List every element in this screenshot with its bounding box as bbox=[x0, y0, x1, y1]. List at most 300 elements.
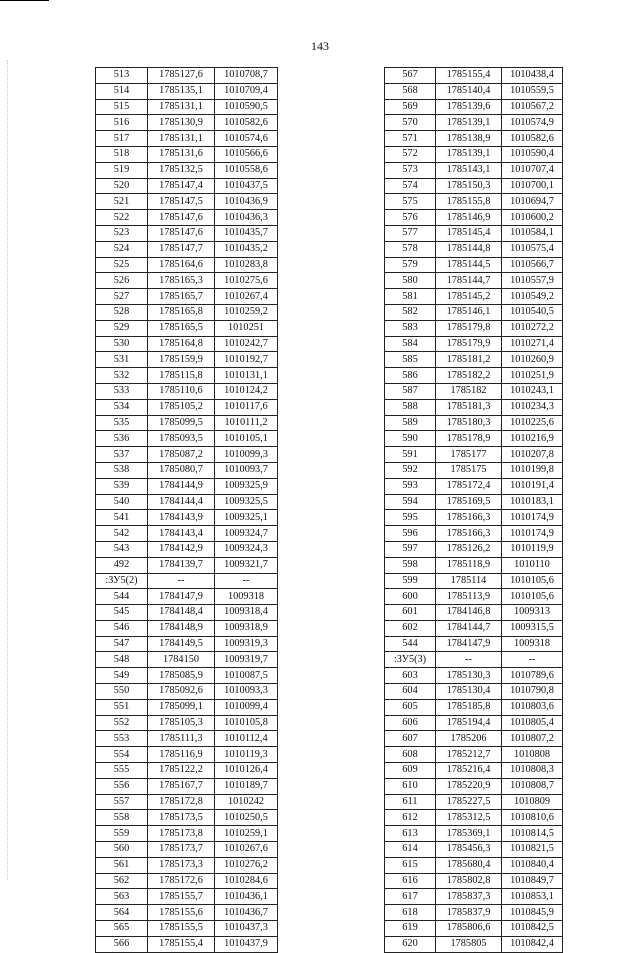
point-number-cell: 536 bbox=[96, 431, 148, 447]
point-number-cell: 492 bbox=[96, 557, 148, 573]
y-coordinate-cell: 1010590,5 bbox=[215, 99, 278, 115]
point-number-cell: 558 bbox=[96, 810, 148, 826]
point-number-cell: 523 bbox=[96, 225, 148, 241]
x-coordinate-cell: 1785147,6 bbox=[148, 210, 215, 226]
y-coordinate-cell: 1010708,7 bbox=[215, 68, 278, 84]
y-coordinate-cell: 1009318 bbox=[215, 589, 278, 605]
point-number-cell: 547 bbox=[96, 636, 148, 652]
table-row bbox=[96, 257, 278, 273]
table-row bbox=[385, 478, 563, 494]
point-number-cell: 552 bbox=[96, 715, 148, 731]
table-row bbox=[96, 526, 278, 542]
table-row bbox=[385, 905, 563, 921]
x-coordinate-cell: 1785111,3 bbox=[148, 731, 215, 747]
table-row bbox=[385, 526, 563, 542]
table-row bbox=[385, 162, 563, 178]
point-number-cell: 568 bbox=[385, 83, 436, 99]
point-number-cell: 578 bbox=[385, 241, 436, 257]
y-coordinate-cell: 1010582,6 bbox=[215, 115, 278, 131]
table-row bbox=[96, 842, 278, 858]
y-coordinate-cell: 1010808 bbox=[502, 747, 563, 763]
point-number-cell: 517 bbox=[96, 131, 148, 147]
table-row bbox=[96, 684, 278, 700]
table-row bbox=[385, 194, 563, 210]
point-number-cell: 563 bbox=[96, 889, 148, 905]
table-row bbox=[96, 352, 278, 368]
table-row bbox=[385, 763, 563, 779]
y-coordinate-cell: 1010574,9 bbox=[502, 115, 563, 131]
table-row bbox=[96, 668, 278, 684]
x-coordinate-cell: 1785146,1 bbox=[436, 304, 502, 320]
table-row bbox=[385, 273, 563, 289]
x-coordinate-cell: 1785175 bbox=[436, 462, 502, 478]
y-coordinate-cell: 1010259,2 bbox=[215, 304, 278, 320]
table-row bbox=[385, 399, 563, 415]
x-coordinate-cell: 1784144,9 bbox=[148, 478, 215, 494]
x-coordinate-cell: 1785155,4 bbox=[436, 68, 502, 84]
x-coordinate-cell: 1785155,5 bbox=[148, 921, 215, 937]
table-row bbox=[385, 304, 563, 320]
x-coordinate-cell: 1784143,9 bbox=[148, 510, 215, 526]
table-row bbox=[96, 304, 278, 320]
y-coordinate-cell: 1010789,6 bbox=[502, 668, 563, 684]
y-coordinate-cell: 1010436,9 bbox=[215, 194, 278, 210]
table-row bbox=[385, 699, 563, 715]
y-coordinate-cell: 1010199,8 bbox=[502, 462, 563, 478]
x-coordinate-cell: 1785115,8 bbox=[148, 368, 215, 384]
table-row bbox=[96, 399, 278, 415]
y-coordinate-cell: 1010558,6 bbox=[215, 162, 278, 178]
x-coordinate-cell: 1785155,7 bbox=[148, 889, 215, 905]
y-coordinate-cell: 1009319,7 bbox=[215, 652, 278, 668]
table-row bbox=[96, 273, 278, 289]
y-coordinate-cell: 1010557,9 bbox=[502, 273, 563, 289]
table-row bbox=[385, 320, 563, 336]
x-coordinate-cell: 1785145,4 bbox=[436, 225, 502, 241]
x-coordinate-cell: 1785116,9 bbox=[148, 747, 215, 763]
x-coordinate-cell: 1785085,9 bbox=[148, 668, 215, 684]
y-coordinate-cell: 1010821,5 bbox=[502, 842, 563, 858]
x-coordinate-cell: 1785173,7 bbox=[148, 842, 215, 858]
x-coordinate-cell: 1785206 bbox=[436, 731, 502, 747]
y-coordinate-cell: -- bbox=[215, 573, 278, 589]
table-row bbox=[96, 241, 278, 257]
y-coordinate-cell: 1010437,5 bbox=[215, 178, 278, 194]
y-coordinate-cell: 1010267,6 bbox=[215, 842, 278, 858]
y-coordinate-cell: 1010124,2 bbox=[215, 383, 278, 399]
x-coordinate-cell: -- bbox=[148, 573, 215, 589]
point-number-cell: 585 bbox=[385, 352, 436, 368]
y-coordinate-cell: 1010189,7 bbox=[215, 778, 278, 794]
x-coordinate-cell: 1785181,3 bbox=[436, 399, 502, 415]
x-coordinate-cell: 1785147,5 bbox=[148, 194, 215, 210]
table-row bbox=[385, 352, 563, 368]
table-row bbox=[385, 68, 563, 84]
x-coordinate-cell: 1785178,9 bbox=[436, 431, 502, 447]
point-number-cell: 541 bbox=[96, 510, 148, 526]
x-coordinate-cell: 1785164,8 bbox=[148, 336, 215, 352]
table-row bbox=[385, 225, 563, 241]
table-row bbox=[385, 573, 563, 589]
y-coordinate-cell: 1010243,1 bbox=[502, 383, 563, 399]
y-coordinate-cell: 1010709,4 bbox=[215, 83, 278, 99]
point-number-cell: 580 bbox=[385, 273, 436, 289]
point-number-cell: 515 bbox=[96, 99, 148, 115]
point-number-cell: 579 bbox=[385, 257, 436, 273]
table-row bbox=[96, 162, 278, 178]
point-number-cell: 544 bbox=[96, 589, 148, 605]
point-number-cell: 516 bbox=[96, 115, 148, 131]
y-coordinate-cell: 1010575,4 bbox=[502, 241, 563, 257]
table-row bbox=[96, 383, 278, 399]
x-coordinate-cell: 1785806,6 bbox=[436, 921, 502, 937]
table-row bbox=[96, 194, 278, 210]
x-coordinate-cell: 1785805 bbox=[436, 936, 502, 952]
x-coordinate-cell: 1785118,9 bbox=[436, 557, 502, 573]
y-coordinate-cell: 1010110 bbox=[502, 557, 563, 573]
y-coordinate-cell: 1010840,4 bbox=[502, 857, 563, 873]
table-row bbox=[96, 763, 278, 779]
table-row bbox=[385, 921, 563, 937]
point-number-cell: 525 bbox=[96, 257, 148, 273]
y-coordinate-cell: 1010276,2 bbox=[215, 857, 278, 873]
x-coordinate-cell: 1784143,4 bbox=[148, 526, 215, 542]
table-row bbox=[385, 131, 563, 147]
y-coordinate-cell: 1010438,4 bbox=[502, 68, 563, 84]
table-row bbox=[385, 936, 563, 952]
point-number-cell: 551 bbox=[96, 699, 148, 715]
point-number-cell: 527 bbox=[96, 289, 148, 305]
table-row bbox=[385, 257, 563, 273]
point-number-cell: 529 bbox=[96, 320, 148, 336]
y-coordinate-cell: 1010259,1 bbox=[215, 826, 278, 842]
x-coordinate-cell: 1785155,4 bbox=[148, 936, 215, 952]
y-coordinate-cell: 1010087,5 bbox=[215, 668, 278, 684]
point-number-cell: 590 bbox=[385, 431, 436, 447]
y-coordinate-cell: 1010842,4 bbox=[502, 936, 563, 952]
table-row bbox=[385, 589, 563, 605]
point-number-cell: 602 bbox=[385, 620, 436, 636]
table-row bbox=[96, 873, 278, 889]
y-coordinate-cell: 1010225,6 bbox=[502, 415, 563, 431]
x-coordinate-cell: 1785155,8 bbox=[436, 194, 502, 210]
y-coordinate-cell: 1010275,6 bbox=[215, 273, 278, 289]
coordinates-table-left bbox=[95, 67, 278, 953]
x-coordinate-cell: 1785172,6 bbox=[148, 873, 215, 889]
y-coordinate-cell: 1010207,8 bbox=[502, 447, 563, 463]
point-number-cell: 540 bbox=[96, 494, 148, 510]
point-number-cell: 570 bbox=[385, 115, 436, 131]
y-coordinate-cell: 1010805,4 bbox=[502, 715, 563, 731]
y-coordinate-cell: 1010099,4 bbox=[215, 699, 278, 715]
y-coordinate-cell: 1010574,6 bbox=[215, 131, 278, 147]
y-coordinate-cell: 1010549,2 bbox=[502, 289, 563, 305]
point-number-cell: 581 bbox=[385, 289, 436, 305]
x-coordinate-cell: 1784146,8 bbox=[436, 605, 502, 621]
x-coordinate-cell: 1785216,4 bbox=[436, 763, 502, 779]
table-row bbox=[385, 810, 563, 826]
point-number-cell: 533 bbox=[96, 383, 148, 399]
point-number-cell: 601 bbox=[385, 605, 436, 621]
x-coordinate-cell: 1785143,1 bbox=[436, 162, 502, 178]
y-coordinate-cell: 1010436,3 bbox=[215, 210, 278, 226]
point-number-cell: 571 bbox=[385, 131, 436, 147]
table-row bbox=[96, 905, 278, 921]
table-row bbox=[385, 620, 563, 636]
x-coordinate-cell: 1785105,3 bbox=[148, 715, 215, 731]
x-coordinate-cell: 1785172,4 bbox=[436, 478, 502, 494]
table-row bbox=[96, 178, 278, 194]
y-coordinate-cell: 1009321,7 bbox=[215, 557, 278, 573]
x-coordinate-cell: 1784147,9 bbox=[148, 589, 215, 605]
point-number-cell: 555 bbox=[96, 763, 148, 779]
point-number-cell: 594 bbox=[385, 494, 436, 510]
table-row bbox=[385, 210, 563, 226]
table-row bbox=[96, 636, 278, 652]
table-row bbox=[385, 289, 563, 305]
x-coordinate-cell: 1785144,8 bbox=[436, 241, 502, 257]
x-coordinate-cell: 1785173,5 bbox=[148, 810, 215, 826]
table-row bbox=[385, 115, 563, 131]
point-number-cell: 564 bbox=[96, 905, 148, 921]
x-coordinate-cell: 1785837,9 bbox=[436, 905, 502, 921]
y-coordinate-cell: 1010540,5 bbox=[502, 304, 563, 320]
y-coordinate-cell: 1010694,7 bbox=[502, 194, 563, 210]
table-row bbox=[385, 415, 563, 431]
y-coordinate-cell: 1010251 bbox=[215, 320, 278, 336]
x-coordinate-cell: 1785139,1 bbox=[436, 146, 502, 162]
table-row bbox=[385, 83, 563, 99]
x-coordinate-cell: 1784148,9 bbox=[148, 620, 215, 636]
point-number-cell: 521 bbox=[96, 194, 148, 210]
y-coordinate-cell: 1009319,3 bbox=[215, 636, 278, 652]
point-number-cell: 538 bbox=[96, 462, 148, 478]
point-number-cell: 546 bbox=[96, 620, 148, 636]
y-coordinate-cell: 1010105,1 bbox=[215, 431, 278, 447]
table-row bbox=[385, 557, 563, 573]
table-row bbox=[96, 889, 278, 905]
x-coordinate-cell: 1785135,1 bbox=[148, 83, 215, 99]
point-number-cell: 520 bbox=[96, 178, 148, 194]
y-coordinate-cell: 1010283,8 bbox=[215, 257, 278, 273]
point-number-cell: 592 bbox=[385, 462, 436, 478]
point-number-cell: 593 bbox=[385, 478, 436, 494]
y-coordinate-cell: 1010437,3 bbox=[215, 921, 278, 937]
point-number-cell: 619 bbox=[385, 921, 436, 937]
y-coordinate-cell: 1010119,9 bbox=[502, 541, 563, 557]
point-number-cell: 615 bbox=[385, 857, 436, 873]
page-number: 143 bbox=[311, 39, 329, 53]
point-number-cell: 614 bbox=[385, 842, 436, 858]
y-coordinate-cell: 1010845,9 bbox=[502, 905, 563, 921]
y-coordinate-cell: 1009325,1 bbox=[215, 510, 278, 526]
point-number-cell: 560 bbox=[96, 842, 148, 858]
x-coordinate-cell: 1785227,5 bbox=[436, 794, 502, 810]
point-number-cell: 608 bbox=[385, 747, 436, 763]
x-coordinate-cell: 1785837,3 bbox=[436, 889, 502, 905]
table-row bbox=[96, 857, 278, 873]
point-number-cell: 535 bbox=[96, 415, 148, 431]
point-number-cell: 528 bbox=[96, 304, 148, 320]
table-row bbox=[385, 842, 563, 858]
point-number-cell: 522 bbox=[96, 210, 148, 226]
x-coordinate-cell: 1785147,4 bbox=[148, 178, 215, 194]
x-coordinate-cell: 1785114 bbox=[436, 573, 502, 589]
y-coordinate-cell: 1010814,5 bbox=[502, 826, 563, 842]
x-coordinate-cell: 1785092,6 bbox=[148, 684, 215, 700]
x-coordinate-cell: 1784144,7 bbox=[436, 620, 502, 636]
y-coordinate-cell: 1010192,7 bbox=[215, 352, 278, 368]
x-coordinate-cell: 1785173,8 bbox=[148, 826, 215, 842]
x-coordinate-cell: 1785312,5 bbox=[436, 810, 502, 826]
table-row bbox=[96, 573, 278, 589]
y-coordinate-cell: 1009325,5 bbox=[215, 494, 278, 510]
table-row bbox=[96, 699, 278, 715]
table-row bbox=[96, 605, 278, 621]
point-number-cell: 620 bbox=[385, 936, 436, 952]
x-coordinate-cell: 1785179,8 bbox=[436, 320, 502, 336]
table-row bbox=[96, 620, 278, 636]
y-coordinate-cell: 1010436,7 bbox=[215, 905, 278, 921]
top-rule bbox=[0, 0, 49, 1]
x-coordinate-cell: 1785172,8 bbox=[148, 794, 215, 810]
table-row bbox=[96, 320, 278, 336]
point-number-cell: 562 bbox=[96, 873, 148, 889]
point-number-cell: 559 bbox=[96, 826, 148, 842]
y-coordinate-cell: 1010590,4 bbox=[502, 146, 563, 162]
point-number-cell: 611 bbox=[385, 794, 436, 810]
x-coordinate-cell: 1785182,2 bbox=[436, 368, 502, 384]
table-row bbox=[96, 431, 278, 447]
y-coordinate-cell: 1010567,2 bbox=[502, 99, 563, 115]
x-coordinate-cell: 1785369,1 bbox=[436, 826, 502, 842]
y-coordinate-cell: 1010808,3 bbox=[502, 763, 563, 779]
y-coordinate-cell: 1009324,7 bbox=[215, 526, 278, 542]
x-coordinate-cell: 1785182 bbox=[436, 383, 502, 399]
table-row bbox=[385, 462, 563, 478]
x-coordinate-cell: 1785130,3 bbox=[436, 668, 502, 684]
table-row bbox=[96, 415, 278, 431]
y-coordinate-cell: 1010584,1 bbox=[502, 225, 563, 241]
point-number-cell: 588 bbox=[385, 399, 436, 415]
x-coordinate-cell: 1785099,1 bbox=[148, 699, 215, 715]
point-number-cell: 557 bbox=[96, 794, 148, 810]
table-row bbox=[96, 778, 278, 794]
point-number-cell: 537 bbox=[96, 447, 148, 463]
point-number-cell: 556 bbox=[96, 778, 148, 794]
y-coordinate-cell: 1009325,9 bbox=[215, 478, 278, 494]
point-number-cell: 545 bbox=[96, 605, 148, 621]
table-row bbox=[96, 146, 278, 162]
y-coordinate-cell: 1010803,6 bbox=[502, 699, 563, 715]
x-coordinate-cell: 1785144,5 bbox=[436, 257, 502, 273]
x-coordinate-cell: 1784150 bbox=[148, 652, 215, 668]
x-coordinate-cell: 1784142,9 bbox=[148, 541, 215, 557]
y-coordinate-cell: 1010271,4 bbox=[502, 336, 563, 352]
x-coordinate-cell: 1785144,7 bbox=[436, 273, 502, 289]
y-coordinate-cell: 1009318,4 bbox=[215, 605, 278, 621]
table-row bbox=[96, 794, 278, 810]
x-coordinate-cell: 1785099,5 bbox=[148, 415, 215, 431]
point-number-cell: 526 bbox=[96, 273, 148, 289]
point-number-cell: 584 bbox=[385, 336, 436, 352]
x-coordinate-cell: 1785131,1 bbox=[148, 99, 215, 115]
table-row bbox=[96, 225, 278, 241]
point-number-cell: 576 bbox=[385, 210, 436, 226]
x-coordinate-cell: 1785146,9 bbox=[436, 210, 502, 226]
point-number-cell: 582 bbox=[385, 304, 436, 320]
y-coordinate-cell: 1010105,6 bbox=[502, 589, 563, 605]
x-coordinate-cell: 1785802,8 bbox=[436, 873, 502, 889]
x-coordinate-cell: 1785105,2 bbox=[148, 399, 215, 415]
y-coordinate-cell: 1010842,5 bbox=[502, 921, 563, 937]
point-number-cell: 549 bbox=[96, 668, 148, 684]
y-coordinate-cell: 1010810,6 bbox=[502, 810, 563, 826]
y-coordinate-cell: 1010566,6 bbox=[215, 146, 278, 162]
point-number-cell: :ЗУ5(2) bbox=[96, 573, 148, 589]
x-coordinate-cell: 1785145,2 bbox=[436, 289, 502, 305]
point-number-cell: 532 bbox=[96, 368, 148, 384]
y-coordinate-cell: 1010174,9 bbox=[502, 526, 563, 542]
y-coordinate-cell: 1010093,3 bbox=[215, 684, 278, 700]
point-number-cell: 518 bbox=[96, 146, 148, 162]
x-coordinate-cell: 1785113,9 bbox=[436, 589, 502, 605]
y-coordinate-cell: 1010174,9 bbox=[502, 510, 563, 526]
x-coordinate-cell: 1785122,2 bbox=[148, 763, 215, 779]
x-coordinate-cell: 1785139,1 bbox=[436, 115, 502, 131]
y-coordinate-cell: 1010559,5 bbox=[502, 83, 563, 99]
y-coordinate-cell: 1010117,6 bbox=[215, 399, 278, 415]
scan-margin-line bbox=[7, 60, 9, 880]
y-coordinate-cell: 1010807,2 bbox=[502, 731, 563, 747]
y-coordinate-cell: 1010849,7 bbox=[502, 873, 563, 889]
y-coordinate-cell: 1010809 bbox=[502, 794, 563, 810]
point-number-cell: 554 bbox=[96, 747, 148, 763]
point-number-cell: 616 bbox=[385, 873, 436, 889]
x-coordinate-cell: 1785177 bbox=[436, 447, 502, 463]
y-coordinate-cell: 1010183,1 bbox=[502, 494, 563, 510]
point-number-cell: 606 bbox=[385, 715, 436, 731]
x-coordinate-cell: 1785159,9 bbox=[148, 352, 215, 368]
x-coordinate-cell: 1785165,5 bbox=[148, 320, 215, 336]
table-row bbox=[96, 447, 278, 463]
y-coordinate-cell: 1010242,7 bbox=[215, 336, 278, 352]
table-row bbox=[385, 731, 563, 747]
y-coordinate-cell: 1010250,5 bbox=[215, 810, 278, 826]
table-row bbox=[96, 731, 278, 747]
y-coordinate-cell: 1010119,3 bbox=[215, 747, 278, 763]
x-coordinate-cell: 1785093,5 bbox=[148, 431, 215, 447]
point-number-cell: 613 bbox=[385, 826, 436, 842]
x-coordinate-cell: 1785181,2 bbox=[436, 352, 502, 368]
y-coordinate-cell: 1010437,9 bbox=[215, 936, 278, 952]
table-row bbox=[385, 826, 563, 842]
point-number-cell: 548 bbox=[96, 652, 148, 668]
point-number-cell: 561 bbox=[96, 857, 148, 873]
x-coordinate-cell: 1785080,7 bbox=[148, 462, 215, 478]
table-row bbox=[385, 857, 563, 873]
point-number-cell: 539 bbox=[96, 478, 148, 494]
x-coordinate-cell: 1785165,3 bbox=[148, 273, 215, 289]
point-number-cell: 605 bbox=[385, 699, 436, 715]
point-number-cell: 612 bbox=[385, 810, 436, 826]
x-coordinate-cell: -- bbox=[436, 652, 502, 668]
table-row bbox=[385, 889, 563, 905]
y-coordinate-cell: 1010260,9 bbox=[502, 352, 563, 368]
point-number-cell: 569 bbox=[385, 99, 436, 115]
x-coordinate-cell: 1785130,9 bbox=[148, 115, 215, 131]
y-coordinate-cell: 1010600,2 bbox=[502, 210, 563, 226]
